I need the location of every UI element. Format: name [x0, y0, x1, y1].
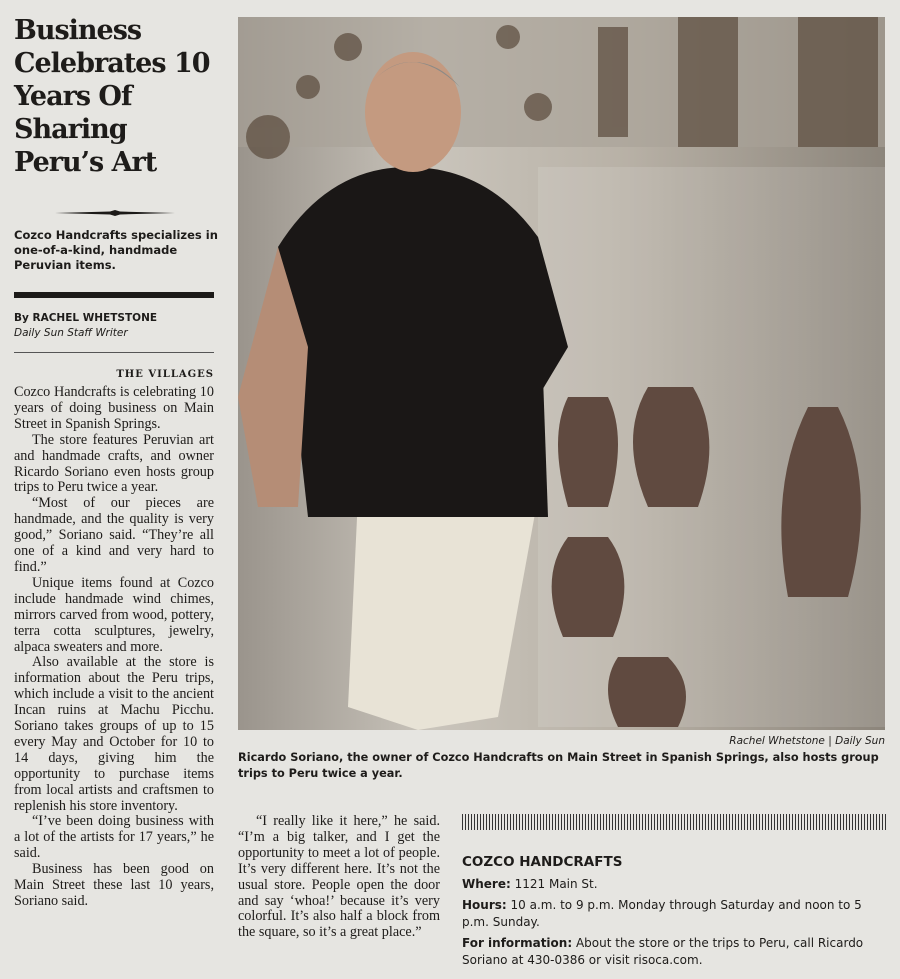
photo-caption: Ricardo Soriano, the owner of Cozco Handcrafts on Main Street in Spanish Springs, also hosts group trips to Peru twice a year.: [238, 751, 879, 780]
byline: [14, 312, 157, 339]
paragraph: Unique items found at Cozco include handmade wind chimes, mirrors carved from wood, pottery, terra cotta sculptures, jewelry, alpaca sweaters and more.: [14, 574, 214, 655]
info-box-title: COZCO HANDCRAFTS: [462, 854, 623, 870]
photo-illustration: [238, 17, 885, 730]
info-label: Hours:: [462, 898, 507, 912]
paragraph: “I really like it here,” he said. “I’m a big talker, and I get the opportunity to meet a lot of people. It’s very different here. It’s not the usual store. People open the door and say ‘whoa!’ because it’s very colorful. It’s also half a block from the square, so it’s a great place.”: [238, 813, 440, 941]
info-label: For information:: [462, 936, 573, 950]
decorative-stripe: [462, 814, 886, 830]
paragraph: The store features Peruvian art and handmade crafts, and owner Ricardo Soriano even hosts group trips to Peru twice a year.: [14, 431, 214, 496]
headline: Business Celebrates 10 Years Of Sharing Peru’s Art: [14, 15, 210, 178]
info-value: About the store or the trips to Peru, call Ricardo Soriano at 430-0386 or visit risoca.com.: [462, 936, 864, 967]
byline-name: By RACHEL WHETSTONE: [14, 312, 158, 324]
byline-role: Daily Sun Staff Writer: [14, 327, 128, 339]
info-box: [462, 814, 886, 973]
paragraph: “Most of our pieces are handmade, and the quality is very good,” Soriano said. “They’re all one of a kind and very hard to find.”: [14, 495, 214, 575]
info-value: 10 a.m. to 9 p.m. Monday through Saturday and noon to 5 p.m. Sunday.: [462, 898, 862, 929]
divider: [14, 352, 214, 353]
info-hours: [462, 897, 886, 931]
divider: [14, 292, 214, 298]
paragraph: Also available at the store is information about the Peru trips, which include a visit to the ancient Incan ruins at Machu Picchu. Soriano takes groups of up to 15 every May and October for 10 to 14 days, giving him the opportunity to purchase items from local artists and craftsmen to replenish his store inventory.: [14, 654, 214, 814]
info-value: 1121 Main St.: [514, 877, 598, 891]
article-column-1: [14, 385, 214, 910]
paragraph: Business has been good on Main Street these last 10 years, Soriano said.: [14, 861, 214, 909]
dateline: THE VILLAGES: [116, 369, 214, 380]
photo: [238, 17, 885, 730]
article-column-2: [238, 814, 440, 941]
info-label: Where:: [462, 877, 511, 891]
ornament-divider: [55, 210, 175, 216]
paragraph: “I’ve been doing business with a lot of the artists for 17 years,” he said.: [14, 813, 214, 862]
paragraph: Cozco Handcrafts is celebrating 10 years of doing business on Main Street in Spanish Springs.: [14, 384, 214, 432]
deck: Cozco Handcrafts specializes in one-of-a-kind, handmade Peruvian items.: [14, 228, 218, 272]
info-contact: [462, 935, 886, 969]
info-where: [462, 876, 886, 893]
photo-credit: Rachel Whetstone | Daily Sun: [729, 735, 885, 747]
